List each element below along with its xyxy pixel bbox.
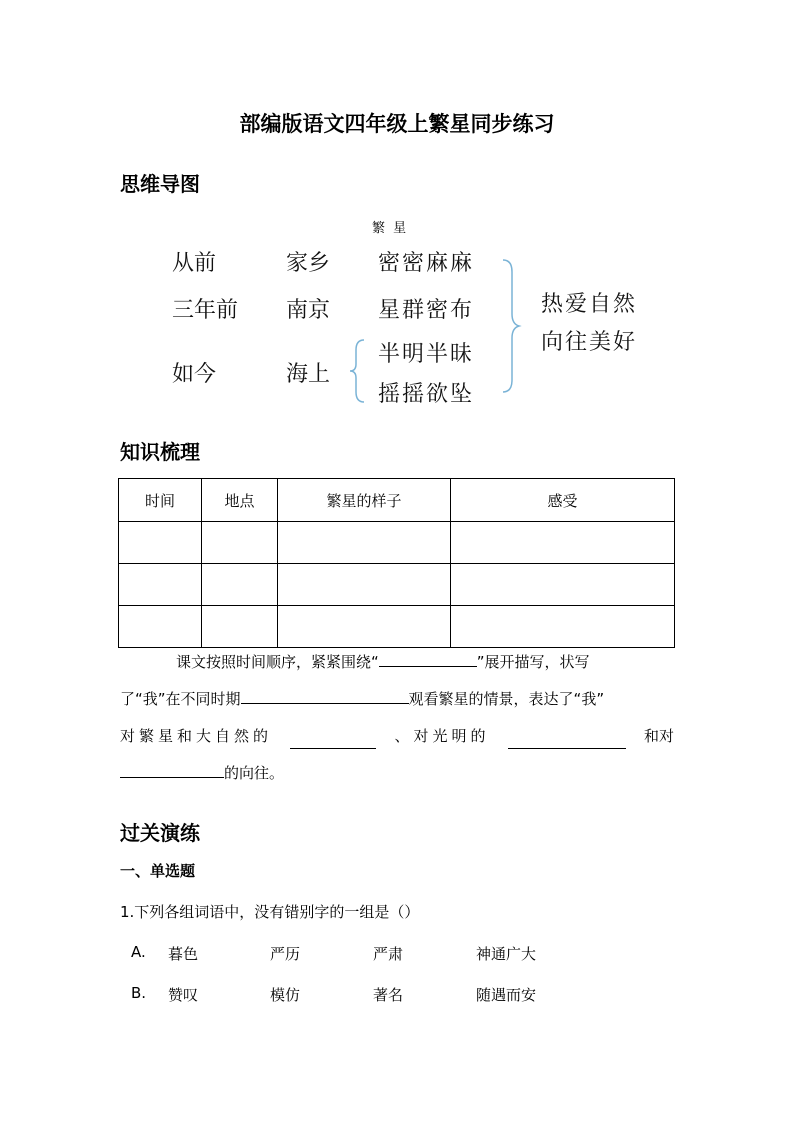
section-heading-mindmap: 思维导图 (120, 172, 200, 196)
summary-paragraph (120, 644, 674, 792)
table-row (119, 606, 675, 648)
paragraph-text: 课文按照时间顺序，紧紧围绕“ (176, 653, 379, 671)
option-word: 模仿 (270, 986, 301, 1004)
blank-light[interactable] (508, 730, 626, 749)
blank-periods[interactable] (241, 685, 409, 704)
mindmap-time-2: 三年前 (172, 298, 239, 323)
knowledge-table (118, 478, 675, 648)
table-cell[interactable] (119, 522, 202, 564)
table-cell[interactable] (278, 564, 451, 606)
table-header-stars: 繁星的样子 (278, 479, 451, 522)
large-brace-icon (500, 258, 522, 394)
mindmap-time-3: 如今 (172, 362, 217, 387)
paragraph-text: 对繁星和大自然的 (120, 727, 273, 745)
mindmap-view-2: 星群密布 (378, 298, 475, 323)
table-cell[interactable] (278, 606, 451, 648)
paragraph-text: 、对光明的 (394, 727, 490, 745)
mindmap-place-2: 南京 (286, 298, 331, 323)
paragraph-line-4 (120, 755, 674, 792)
blank-other[interactable] (120, 759, 224, 778)
option-word: 赞叹 (168, 986, 199, 1004)
table-header-place: 地点 (202, 479, 278, 522)
table-cell[interactable] (278, 522, 451, 564)
mindmap-feeling-2: 向往美好 (541, 330, 638, 355)
mindmap-place-1: 家乡 (286, 251, 331, 276)
table-header-feeling: 感受 (451, 479, 675, 522)
table-row (119, 564, 675, 606)
option-word: 随遇而安 (476, 986, 537, 1004)
section-heading-knowledge: 知识梳理 (120, 440, 200, 464)
table-cell[interactable] (119, 606, 202, 648)
mindmap-view-3b: 摇摇欲坠 (378, 382, 475, 407)
option-word: 暮色 (168, 945, 199, 963)
paragraph-line-1 (120, 644, 674, 681)
blank-theme[interactable] (379, 648, 477, 667)
paragraph-line-3 (120, 718, 674, 755)
table-cell[interactable] (202, 522, 278, 564)
mindmap-place-3: 海上 (286, 362, 331, 387)
table-cell[interactable] (451, 522, 675, 564)
table-cell[interactable] (202, 564, 278, 606)
paragraph-text: 和对 (643, 727, 674, 745)
table-cell[interactable] (451, 564, 675, 606)
table-header-row (119, 479, 675, 522)
mindmap-heading: 繁 星 (372, 221, 409, 236)
paragraph-line-2 (120, 681, 674, 718)
small-brace-icon (348, 338, 368, 404)
section-heading-practice: 过关演练 (120, 821, 200, 845)
mindmap-feeling-1: 热爱自然 (541, 292, 638, 317)
mindmap-view-3a: 半明半昧 (378, 342, 475, 367)
mindmap-view-1: 密密麻麻 (378, 251, 475, 276)
paragraph-text: 观看繁星的情景，表达了“我” (408, 690, 605, 708)
mindmap-time-1: 从前 (172, 251, 217, 276)
paragraph-text: 的向往。 (224, 764, 285, 782)
table-cell[interactable] (119, 564, 202, 606)
table-header-time: 时间 (119, 479, 202, 522)
blank-nature[interactable] (290, 730, 376, 749)
option-word: 著名 (373, 986, 404, 1004)
table-row (119, 522, 675, 564)
option-word: 神通广大 (476, 945, 537, 963)
paragraph-text: 了“我”在不同时期 (120, 690, 241, 708)
page-title: 部编版语文四年级上繁星同步练习 (239, 112, 555, 136)
question-stem: 1.下列各组词语中，没有错别字的一组是（） (120, 903, 420, 921)
table-cell[interactable] (202, 606, 278, 648)
paragraph-text: ”展开描写，状写 (476, 653, 590, 671)
option-word: 严肃 (373, 945, 404, 963)
table-cell[interactable] (451, 606, 675, 648)
option-letter: B. (131, 984, 147, 1002)
option-word: 严历 (270, 945, 301, 963)
question-type-heading: 一、单选题 (120, 862, 196, 880)
option-letter: A. (131, 943, 146, 961)
